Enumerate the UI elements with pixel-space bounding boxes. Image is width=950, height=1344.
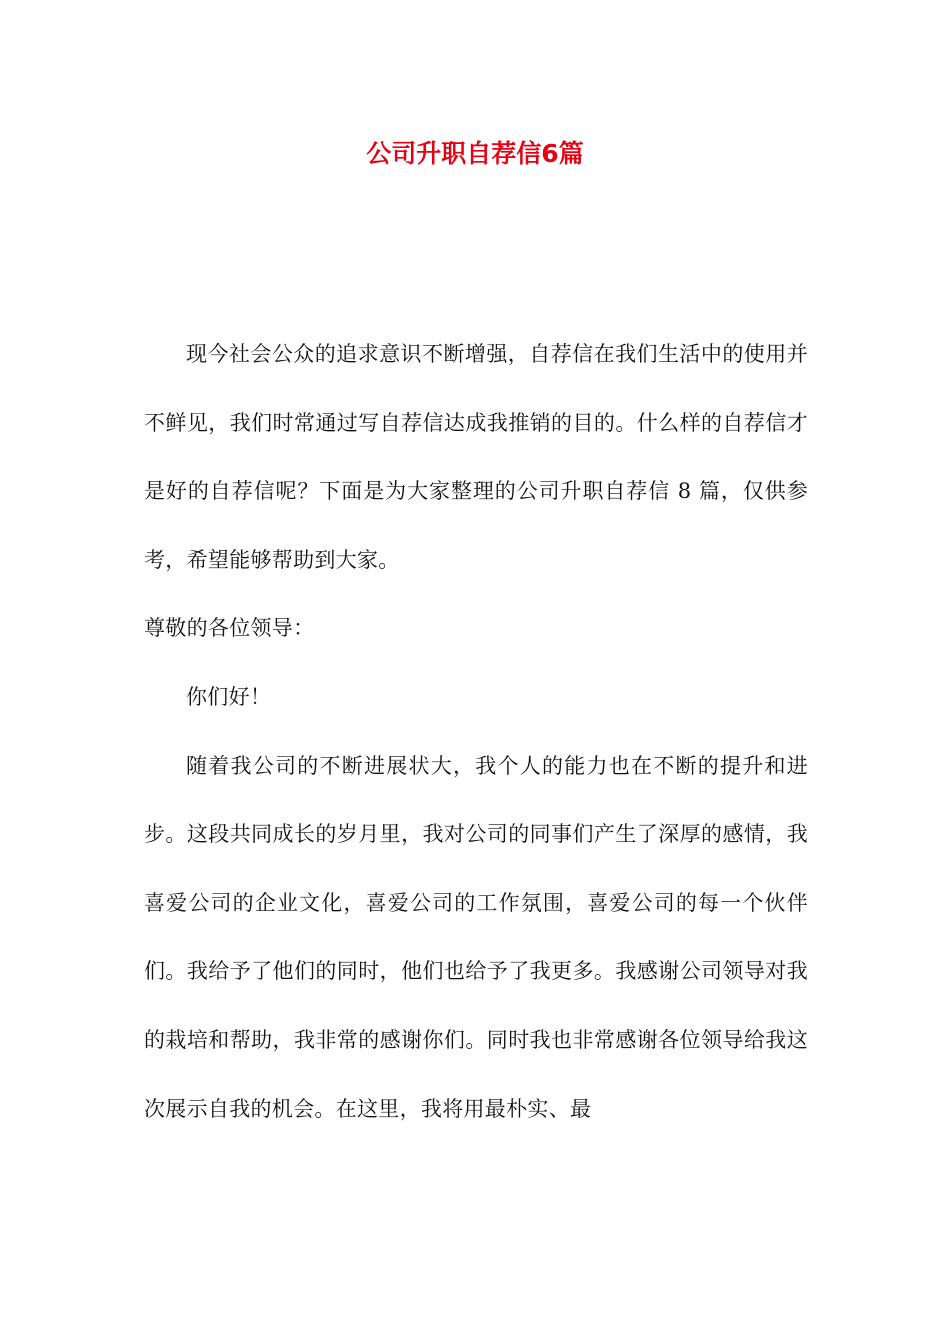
intro-paragraph: 现今社会公众的追求意识不断增强，自荐信在我们生活中的使用并不鲜见，我们时常通过写自荐信达成我推销的目的。什么样的自荐信才是好的自荐信呢？下面是为大家整理的公司升职自荐信 8 篇，仅供参考，希望能够帮助到大家。 [144, 342, 808, 572]
body-paragraph: 随着我公司的不断进展状大，我个人的能力也在不断的提升和进步。这段共同成长的岁月里，我对公司的同事们产生了深厚的感情，我喜爱公司的企业文化，喜爱公司的工作氛围，喜爱公司的每一个伙伴们。我给予了他们的同时，他们也给予了我更多。我感谢公司领导对我的栽培和帮助，我非常的感谢你们。同时我也非常感谢各位领导给我这次展示自我的机会。在这里，我将用最朴实、最 [144, 753, 808, 1121]
document-body [144, 320, 808, 1143]
salutation: 尊敬的各位领导： [144, 616, 315, 641]
document-title: 公司升职自荐信6篇 [366, 139, 584, 168]
greeting: 你们好！ [186, 684, 272, 709]
